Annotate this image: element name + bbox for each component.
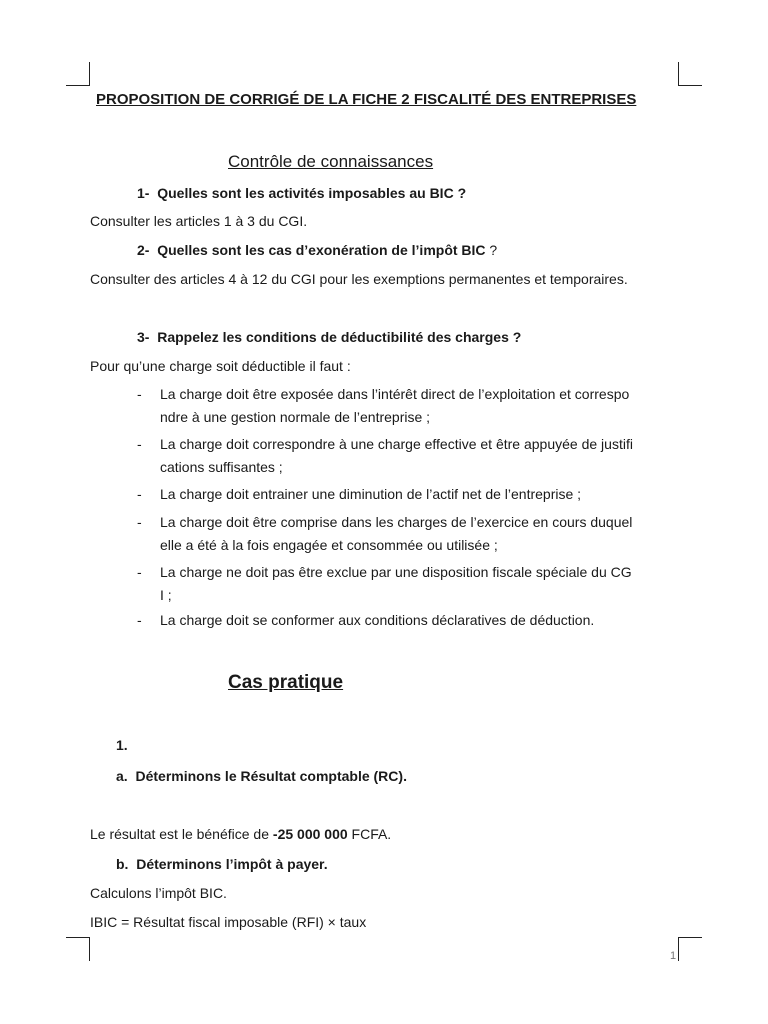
list-item [160, 433, 675, 479]
list-item-line: La charge doit entrainer une diminution de l’actif net de l’entreprise ; [160, 486, 582, 502]
answer-2: Consulter des articles 4 à 12 du CGI pour les exemptions permanentes et temporaires. [90, 271, 628, 287]
section-heading-cas-pratique: Cas pratique [228, 672, 344, 693]
result-prefix: Le résultat est le bénéfice de [90, 826, 273, 842]
subquestion-a [116, 768, 407, 784]
subquestion-a-letter: a. [116, 768, 128, 784]
answer-3-intro: Pour qu’une charge soit déductible il faut : [90, 358, 351, 374]
calc-line: Calculons l’impôt BIC. [90, 885, 227, 901]
crop-mark-bottom-right [678, 937, 702, 961]
page-number: 1 [670, 950, 677, 962]
case-number-1: 1. [116, 737, 128, 753]
list-item [160, 511, 675, 557]
list-item [160, 483, 675, 506]
question-2 [137, 242, 497, 258]
result-suffix: FCFA. [347, 826, 392, 842]
list-item-line: La charge doit être comprise dans les charges de l’exercice en cours duquel [160, 514, 633, 530]
question-1-text: Quelles sont les activités imposables au BIC ? [157, 185, 467, 201]
answer-1: Consulter les articles 1 à 3 du CGI. [90, 213, 308, 229]
subquestion-b [116, 856, 328, 872]
list-item-dash: - [137, 564, 142, 580]
list-item-line: ndre à une gestion normale de l’entreprise ; [160, 409, 431, 425]
formula-line: IBIC = Résultat fiscal imposable (RFI) × taux [90, 914, 367, 930]
result-value: -25 000 000 [272, 826, 348, 842]
question-2-text: Quelles sont les cas d’exonération de l’impôt BIC [157, 242, 486, 258]
list-item-line: La charge doit se conformer aux conditions déclaratives de déduction. [160, 612, 595, 628]
crop-mark-bottom-left [66, 937, 90, 961]
list-item-line: I ; [160, 587, 172, 603]
crop-mark-top-left [66, 62, 90, 86]
section-heading-controle: Contrôle de connaissances [228, 152, 434, 171]
crop-mark-top-right [678, 62, 702, 86]
list-item [160, 609, 675, 632]
list-item-line: elle a été à la fois engagée et consommée ou utilisée ; [160, 537, 498, 553]
list-item-dash: - [137, 612, 142, 628]
list-item-line: La charge doit correspondre à une charge effective et être appuyée de justifi [160, 436, 633, 452]
subquestion-b-text: Déterminons l’impôt à payer. [136, 856, 328, 872]
list-item [160, 383, 675, 429]
list-item-line: La charge doit être exposée dans l’intérêt direct de l’exploitation et correspo [160, 386, 630, 402]
list-item-dash: - [137, 486, 142, 502]
list-item-dash: - [137, 514, 142, 530]
document-title: PROPOSITION DE CORRIGÉ DE LA FICHE 2 FISCALITÉ DES ENTREPRISES [96, 91, 637, 108]
list-item-dash: - [137, 436, 142, 452]
question-3 [137, 329, 521, 345]
question-2-number: 2- [137, 242, 150, 258]
subquestion-b-letter: b. [116, 856, 129, 872]
list-item-line: La charge ne doit pas être exclue par une disposition fiscale spéciale du CG [160, 564, 632, 580]
list-item-line: cations suffisantes ; [160, 459, 283, 475]
question-2-suffix: ? [485, 242, 498, 258]
question-1 [137, 185, 466, 201]
list-item-dash: - [137, 386, 142, 402]
subquestion-a-text: Déterminons le Résultat comptable (RC). [135, 768, 407, 784]
list-item [160, 561, 675, 607]
question-3-number: 3- [137, 329, 150, 345]
question-1-number: 1- [137, 185, 150, 201]
result-line [90, 826, 391, 842]
question-3-text: Rappelez les conditions de déductibilité des charges ? [157, 329, 522, 345]
